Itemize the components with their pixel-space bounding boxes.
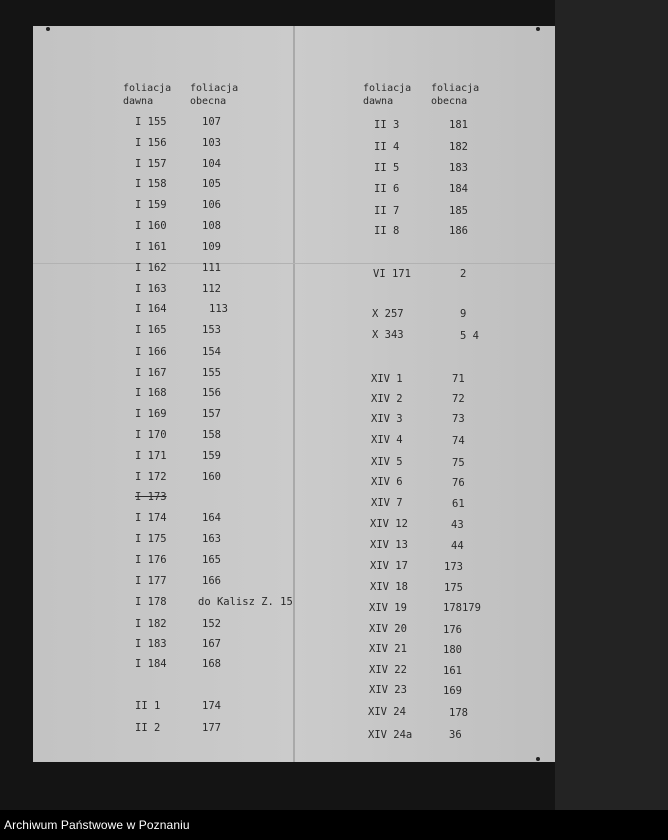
- right-row-old: X 257: [372, 308, 404, 320]
- right-row-old: XIV 1: [371, 373, 403, 385]
- left-row-old: I 155: [135, 116, 167, 128]
- right-row-old: VI 171: [373, 268, 411, 280]
- right-row-old: XIV 4: [371, 434, 403, 446]
- right-row-old: II 8: [374, 225, 400, 237]
- right-row-new: 43: [451, 519, 464, 531]
- left-new-header-2: obecna: [190, 96, 227, 107]
- left-row-new: do Kalisz Z. 15: [198, 596, 293, 608]
- left-row-old: I 159: [135, 199, 167, 211]
- right-row-new: 176: [443, 624, 462, 636]
- right-row-old: XIV 2: [371, 393, 403, 405]
- left-row-new: 103: [202, 137, 221, 149]
- right-old-header-2: dawna: [363, 96, 394, 107]
- center-fold: [293, 26, 295, 762]
- left-row-new: 106: [202, 199, 221, 211]
- left-row-old: II 1: [135, 700, 161, 712]
- right-row-new: 73: [452, 413, 465, 425]
- left-row-new: 166: [202, 575, 221, 587]
- right-row-new: 61: [452, 498, 465, 510]
- left-row-old: I 156: [135, 137, 167, 149]
- document-sheet: [33, 26, 555, 762]
- right-row-old: XIV 12: [370, 518, 408, 530]
- horizontal-crease: [33, 263, 555, 264]
- left-row-old: I 164: [135, 303, 167, 315]
- left-row-old: I 182: [135, 618, 167, 630]
- left-row-old: I 166: [135, 346, 167, 358]
- right-row-new: 169: [443, 685, 462, 697]
- left-row-old: I 161: [135, 241, 167, 253]
- right-row-new: 72: [452, 393, 465, 405]
- left-row-new: 108: [202, 220, 221, 232]
- left-row-new: 165: [202, 554, 221, 566]
- left-row-old: I 184: [135, 658, 167, 670]
- right-row-new: 186: [449, 225, 468, 237]
- left-row-new: 159: [202, 450, 221, 462]
- left-row-old: I 172: [135, 471, 167, 483]
- left-row-new: 164: [202, 512, 221, 524]
- right-new-header-1: foliacja: [431, 83, 480, 94]
- right-row-new: 5 4: [460, 330, 479, 342]
- right-row-new: 178: [449, 707, 468, 719]
- right-row-old: XIV 19: [369, 602, 407, 614]
- right-row-old: XIV 18: [370, 581, 408, 593]
- left-row-new: 174: [202, 700, 221, 712]
- left-row-old: I 160: [135, 220, 167, 232]
- left-row-new: 153: [202, 324, 221, 336]
- left-row-old: I 167: [135, 367, 167, 379]
- left-row-new: 105: [202, 178, 221, 190]
- right-row-old: XIV 22: [369, 664, 407, 676]
- left-row-old: I 157: [135, 158, 167, 170]
- left-row-new: 107: [202, 116, 221, 128]
- right-row-new: 161: [443, 665, 462, 677]
- left-row-old: I 170: [135, 429, 167, 441]
- archive-name: Archiwum Państwowe w Poznaniu: [4, 818, 190, 832]
- right-row-new: 74: [452, 435, 465, 447]
- right-row-old: XIV 24: [368, 706, 406, 718]
- left-row-new: 157: [202, 408, 221, 420]
- left-row-new: 111: [202, 262, 221, 274]
- right-row-new: 182: [449, 141, 468, 153]
- left-row-old: I 183: [135, 638, 167, 650]
- right-old-header-1: foliacja: [363, 83, 412, 94]
- left-row-old: I 177: [135, 575, 167, 587]
- right-row-new: 71: [452, 373, 465, 385]
- right-row-new: 183: [449, 162, 468, 174]
- left-row-old: I 163: [135, 283, 167, 295]
- left-row-new: 158: [202, 429, 221, 441]
- right-row-old: II 5: [374, 162, 400, 174]
- left-row-new: 112: [202, 283, 221, 295]
- right-row-new: 2: [460, 268, 467, 280]
- right-row-old: XIV 5: [371, 456, 403, 468]
- left-row-new: 109: [202, 241, 221, 253]
- left-row-old: I 175: [135, 533, 167, 545]
- right-row-old: XIV 24a: [368, 729, 413, 741]
- right-row-new: 173: [444, 561, 463, 573]
- left-row-new: 163: [202, 533, 221, 545]
- right-row-new: 76: [452, 477, 465, 489]
- left-old-header-1: foliacja: [123, 83, 172, 94]
- right-row-new: 178179: [443, 602, 481, 614]
- left-row-old-struck: I 173: [135, 491, 167, 503]
- right-row-new: 184: [449, 183, 468, 195]
- right-row-old: XIV 13: [370, 539, 408, 551]
- right-row-old: II 7: [374, 205, 400, 217]
- right-row-old: II 3: [374, 119, 400, 131]
- left-old-header-2: dawna: [123, 96, 154, 107]
- left-row-new: 152: [202, 618, 221, 630]
- right-row-old: XIV 23: [369, 684, 407, 696]
- right-row-new: 180: [443, 644, 462, 656]
- left-row-new: 177: [202, 722, 221, 734]
- right-row-old: II 4: [374, 141, 400, 153]
- left-row-new: 156: [202, 387, 221, 399]
- pin-hole-icon: [536, 757, 540, 761]
- left-row-old: I 178: [135, 596, 167, 608]
- right-row-old: XIV 6: [371, 476, 403, 488]
- archive-footer: [0, 810, 668, 840]
- left-row-new: 160: [202, 471, 221, 483]
- pin-hole-icon: [536, 27, 540, 31]
- right-row-new: 185: [449, 205, 468, 217]
- right-new-header-2: obecna: [431, 96, 468, 107]
- right-row-old: XIV 17: [370, 560, 408, 572]
- right-row-new: 181: [449, 119, 468, 131]
- left-row-new: 167: [202, 638, 221, 650]
- right-row-new: 9: [460, 308, 467, 320]
- left-row-old: I 165: [135, 324, 167, 336]
- left-row-new: 104: [202, 158, 221, 170]
- right-row-old: XIV 3: [371, 413, 403, 425]
- left-new-header-1: foliacja: [190, 83, 239, 94]
- right-row-new: 44: [451, 540, 464, 552]
- right-row-old: X 343: [372, 329, 404, 341]
- left-row-new: 154: [202, 346, 221, 358]
- left-row-old: I 169: [135, 408, 167, 420]
- right-row-new: 175: [444, 582, 463, 594]
- film-border: [555, 0, 668, 810]
- right-row-new: 36: [449, 729, 462, 741]
- right-row-old: XIV 7: [371, 497, 403, 509]
- left-row-old: I 162: [135, 262, 167, 274]
- left-row-new: 113: [209, 303, 228, 315]
- right-row-new: 75: [452, 457, 465, 469]
- right-row-old: XIV 21: [369, 643, 407, 655]
- left-row-new: 168: [202, 658, 221, 670]
- left-row-old: I 171: [135, 450, 167, 462]
- right-row-old: II 6: [374, 183, 400, 195]
- left-row-old: II 2: [135, 722, 161, 734]
- left-row-old: I 168: [135, 387, 167, 399]
- left-row-old: I 174: [135, 512, 167, 524]
- right-row-old: XIV 20: [369, 623, 407, 635]
- pin-hole-icon: [46, 27, 50, 31]
- left-row-old: I 158: [135, 178, 167, 190]
- left-row-new: 155: [202, 367, 221, 379]
- left-row-old: I 176: [135, 554, 167, 566]
